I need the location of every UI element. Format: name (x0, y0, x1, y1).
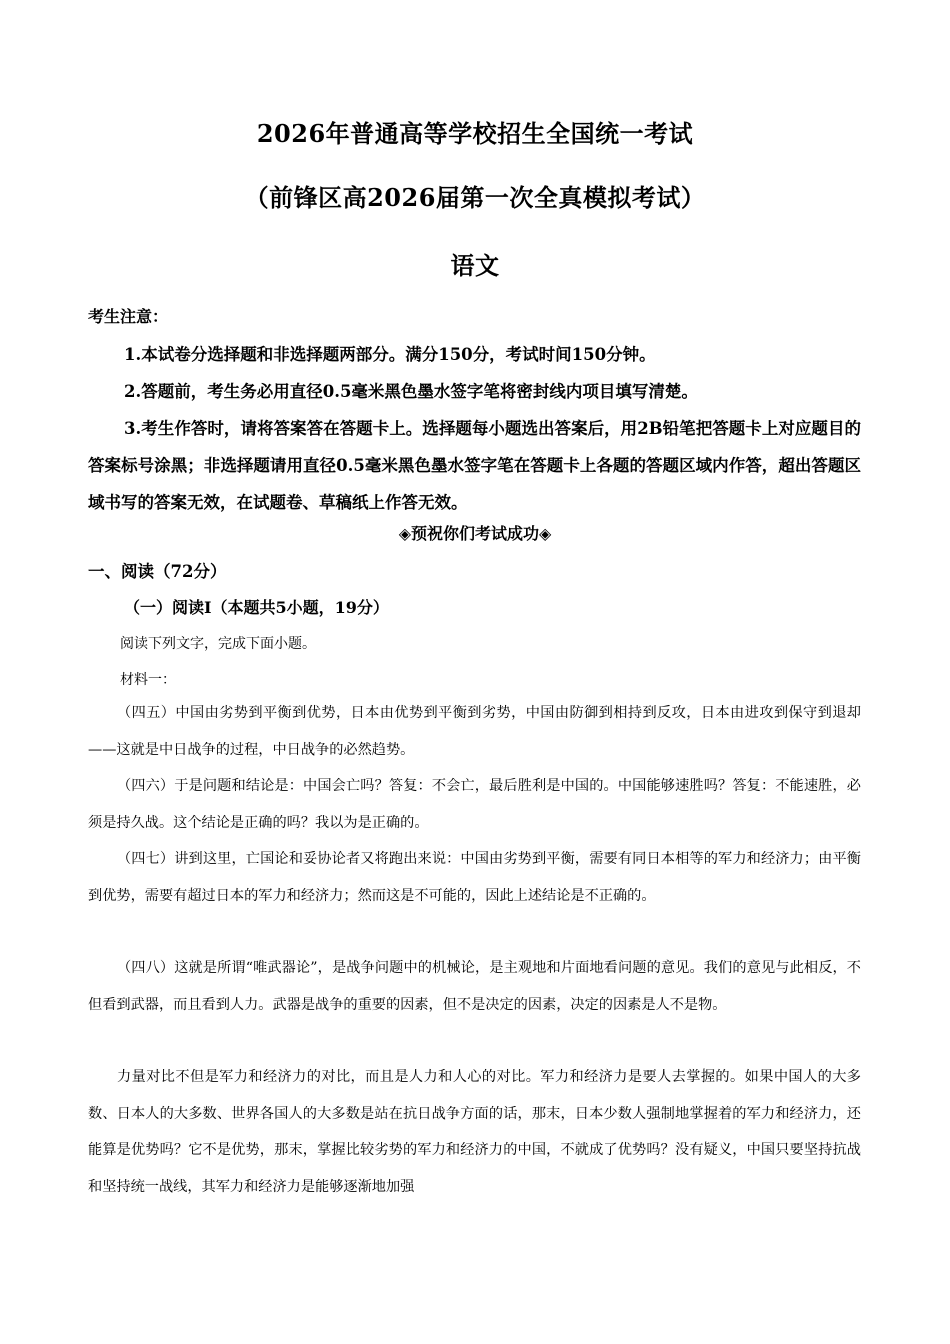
material-label: 材料一： (120, 672, 176, 688)
material-paragraph: （四八）这就是所谓“唯武器论”，是战争问题中的机械论，是主观地和片面地看问题的意见。我们的意见与此相反，不但看到武器，而且看到人力。武器是战争的重要的因素，但不是决定的因素，决定的因素是人不是物。 (88, 960, 861, 1013)
subsection-heading: （一）阅读I（本题共5小题，19分） (124, 598, 389, 617)
notice-heading: 考生注意： (88, 307, 169, 326)
good-luck-message: ◈预祝你们考试成功◈ (398, 524, 552, 543)
notice-item: 3.考生作答时，请将答案答在答题卡上。选择题每小题选出答案后，用2B铅笔把答题卡上对应题目的答案标号涂黑；非选择题请用直径0.5毫米黑色墨水签字笔在答题卡上各题的答题区域内作答，超出答题区域书写的答案无效，在试题卷、草稿纸上作答无效。 (88, 419, 861, 512)
notice-item: 2.答题前，考生务必用直径0.5毫米黑色墨水签字笔将密封线内项目填写清楚。 (124, 382, 698, 401)
material-paragraph: （四六）于是问题和结论是：中国会亡吗？答复：不会亡，最后胜利是中国的。中国能够速胜吗？答复：不能速胜，必须是持久战。这个结论是正确的吗？我以为是正确的。 (88, 778, 861, 831)
reading-instruction: 阅读下列文字，完成下面小题。 (120, 636, 316, 652)
material-paragraph: （四五）中国由劣势到平衡到优势，日本由优势到平衡到劣势，中国由防御到相持到反攻，日本由进攻到保守到退却——这就是中日战争的过程，中日战争的必然趋势。 (88, 705, 861, 758)
material-paragraph: （四七）讲到这里，亡国论和妥协论者又将跑出来说：中国由劣势到平衡，需要有同日本相等的军力和经济力；由平衡到优势，需要有超过日本的军力和经济力；然而这是不可能的，因此上述结论是不正确的。 (88, 851, 861, 904)
material-paragraph: 力量对比不但是军力和经济力的对比，而且是人力和人心的对比。军力和经济力是要人去掌握的。如果中国人的大多数、日本人的大多数、世界各国人的大多数是站在抗日战争方面的话，那末，日本少数人强制地掌握着的军力和经济力，还能算是优势吗？它不是优势，那末，掌握比较劣势的军力和经济力的中国，不就成了优势吗？没有疑义，中国只要坚持抗战和坚持统一战线，其军力和经济力是能够逐渐地加强 (88, 1069, 861, 1195)
subject-title: 语文 (450, 251, 500, 280)
section-heading: 一、阅读（72分） (88, 562, 227, 581)
exam-title: 2026年普通高等学校招生全国统一考试 (256, 119, 694, 148)
exam-subtitle: （前锋区高2026届第一次全真模拟考试） (244, 183, 706, 212)
notice-item: 1.本试卷分选择题和非选择题两部分。满分150分，考试时间150分钟。 (124, 345, 656, 364)
